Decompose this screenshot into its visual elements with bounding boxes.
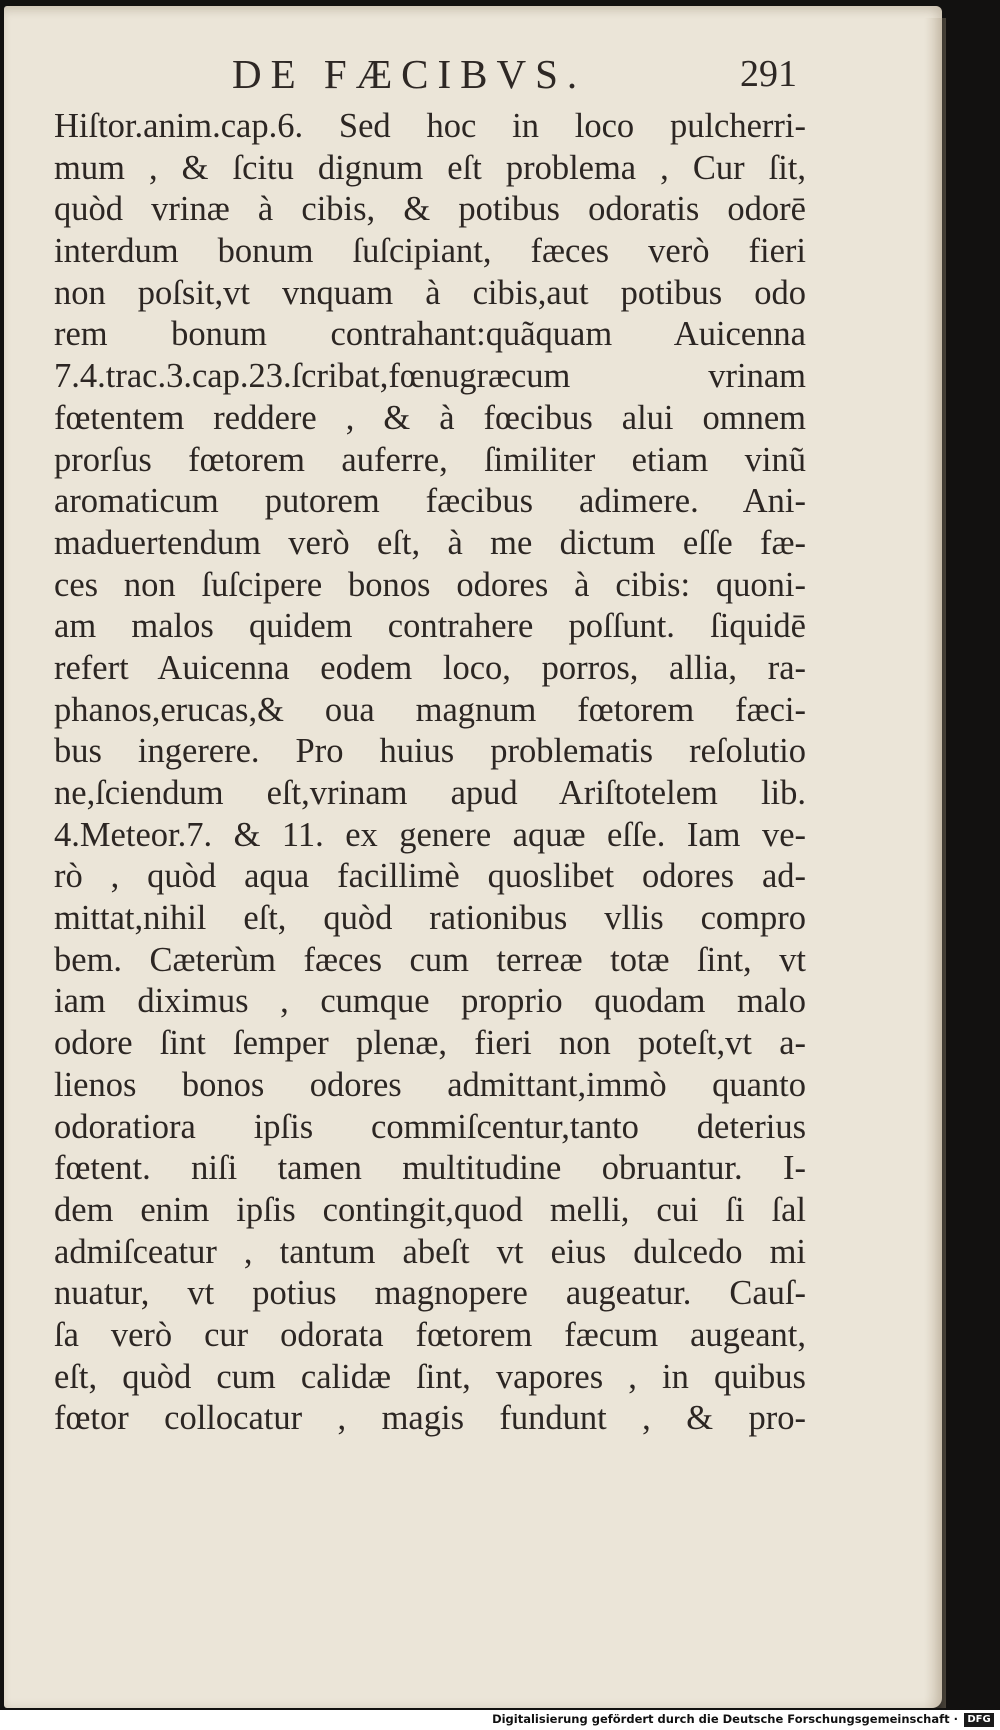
page-edge-shadow xyxy=(924,18,946,1708)
text-line: 7.4.trac.3.cap.23.ſcribat,fœnugræcum vrinam xyxy=(54,357,806,396)
text-line: dem enim ipſis contingit,quod melli, cui ſi ſal xyxy=(54,1190,806,1229)
text-line: rò , quòd aqua facillimè quoslibet odores ad- xyxy=(54,857,806,896)
text-line: aromaticum putorem fæcibus adimere. Ani- xyxy=(54,482,806,521)
text-line: ne,ſciendum eſt,vrinam apud Ariſtotelem lib. xyxy=(54,774,806,812)
text-line: quòd vrinæ à cibis, & potibus odoratis odorē xyxy=(54,190,806,229)
running-head: DE FÆCIBVS. xyxy=(232,51,587,97)
text-line: admiſceatur , tantum abeſt vt eius dulcedo mi xyxy=(54,1232,806,1271)
dfg-logo-icon: DFG xyxy=(964,1713,994,1727)
text-line: maduertendum verò eſt, à me dictum eſſe fæ- xyxy=(54,523,806,562)
text-line: iam diximus , cumque proprio quodam malo xyxy=(54,982,806,1021)
text-line: phanos,erucas,& oua magnum fœtorem fæci- xyxy=(54,690,806,729)
text-line: mittat,nihil eſt, quòd rationibus vllis compro xyxy=(54,899,806,938)
page-number: 291 xyxy=(740,53,797,95)
text-line: fœtentem reddere , & à fœcibus alui omnem xyxy=(54,398,806,437)
text-line: ſa verò cur odorata fœtorem fæcum augeant, xyxy=(54,1315,806,1354)
text-line: odore ſint ſemper plenæ, fieri non poteſt,vt a- xyxy=(54,1024,806,1063)
text-line: prorſus fœtorem auferre, ſimiliter etiam vinũ xyxy=(54,440,806,479)
text-line: odoratiora ipſis commiſcentur,tanto deterius xyxy=(54,1107,806,1146)
book-page xyxy=(4,6,942,1708)
text-line: lienos bonos odores admittant,immò quanto xyxy=(54,1065,806,1104)
text-line: nuatur, vt potius magnopere augeatur. Cauſ- xyxy=(54,1274,806,1313)
text-line: interdum bonum ſuſcipiant, fæces verò fieri xyxy=(54,232,806,271)
text-line: fœtent. niſi tamen multitudine obruantur. I- xyxy=(54,1149,806,1188)
text-line: eſt, quòd cum calidæ ſint, vapores , in quibus xyxy=(54,1357,806,1396)
funding-credit: Digitalisierung gefördert durch die Deutsche Forschungsgemeinschaft · xyxy=(492,1712,958,1726)
text-line: rem bonum contrahant:quãquam Auicenna xyxy=(54,315,806,354)
text-line: bus ingerere. Pro huius problematis reſolutio xyxy=(54,732,806,771)
text-line: Hiſtor.anim.cap.6. Sed hoc in loco pulcherri- xyxy=(54,107,806,145)
page-header xyxy=(4,50,942,100)
text-line: non poſsit,vt vnquam à cibis,aut potibus odo xyxy=(54,273,806,312)
text-line: refert Auicenna eodem loco, porros, allia, ra- xyxy=(54,648,806,687)
text-line: ces non ſuſcipere bonos odores à cibis: quoni- xyxy=(54,565,806,604)
footer-bar xyxy=(0,1710,1000,1730)
text-line: fœtor collocatur , magis fundunt , & pro- xyxy=(54,1399,806,1438)
text-line: 4.Meteor.7. & 11. ex genere aquæ eſſe. Iam ve- xyxy=(54,815,806,854)
text-line: bem. Cæterùm fæces cum terreæ totæ ſint, vt xyxy=(54,940,806,979)
text-line: am malos quidem contrahere poſſunt. ſiquidē xyxy=(54,607,806,646)
text-line: mum , & ſcitu dignum eſt problema , Cur ſit, xyxy=(54,148,806,187)
body-text xyxy=(54,106,806,1440)
